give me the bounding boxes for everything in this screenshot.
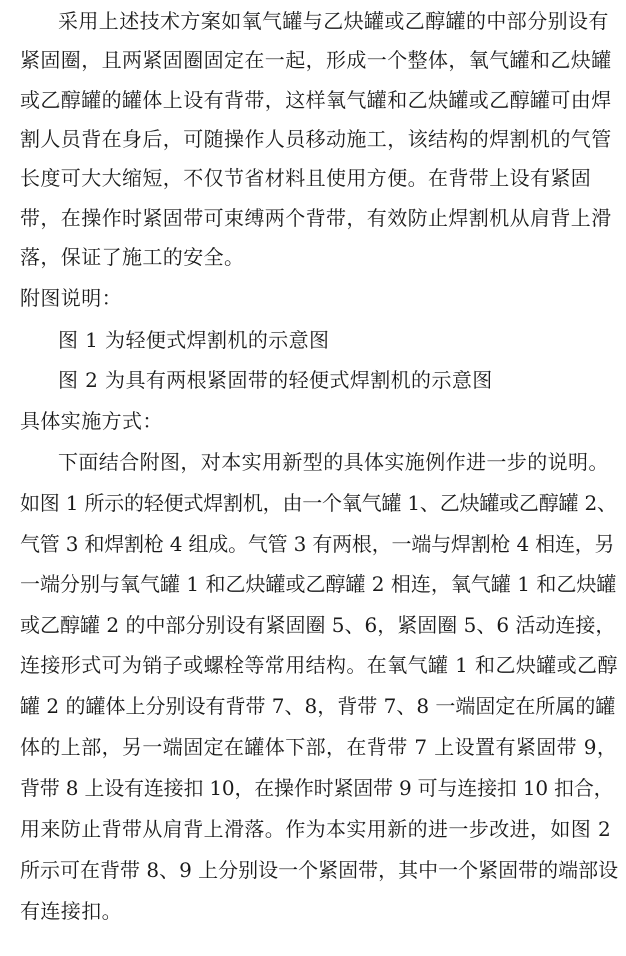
paragraph-1-line-3: 或乙醇罐的罐体上设有背带，这样氧气罐和乙炔罐或乙醇罐可由焊 bbox=[20, 88, 612, 112]
implementation-heading: 具体实施方式： bbox=[20, 409, 163, 433]
paragraph-1-line-6: 带，在操作时紧固带可束缚两个背带，有效防止焊割机从肩背上滑 bbox=[20, 206, 612, 230]
paragraph-1-line-4: 割人员背在身后，可随操作人员移动施工，该结构的焊割机的气管 bbox=[20, 127, 612, 151]
paragraph-2-line-7: 罐 2 的罐体上分别设有背带 7、8，背带 7、8 一端固定在所属的罐 bbox=[20, 694, 616, 718]
paragraph-2-line-8: 体的上部，另一端固定在罐体下部，在背带 7 上设置有紧固带 9， bbox=[20, 735, 618, 759]
paragraph-2-line-4: 一端分别与氧气罐 1 和乙炔罐或乙醇罐 2 相连，氧气罐 1 和乙炔罐 bbox=[20, 572, 617, 596]
figure-2-caption: 图 2 为具有两根紧固带的轻便式焊割机的示意图 bbox=[58, 368, 493, 392]
paragraph-2-line-3: 气管 3 和焊割枪 4 组成。气管 3 有两根，一端与焊割枪 4 相连，另 bbox=[20, 532, 615, 556]
paragraph-1-line-1: 采用上述技术方案如氧气罐与乙炔罐或乙醇罐的中部分别设有 bbox=[58, 9, 609, 33]
paragraph-2-line-5: 或乙醇罐 2 的中部分别设有紧固圈 5、6，紧固圈 5、6 活动连接， bbox=[20, 613, 616, 637]
paragraph-2-line-9: 背带 8 上设有连接扣 10，在操作时紧固带 9 可与连接扣 10 扣合， bbox=[20, 776, 614, 800]
paragraph-2-line-1: 下面结合附图，对本实用新型的具体实施例作进一步的说明。 bbox=[58, 450, 609, 474]
figure-1-caption: 图 1 为轻便式焊割机的示意图 bbox=[58, 328, 330, 352]
paragraph-2-line-12: 有连接扣。 bbox=[20, 899, 122, 923]
figures-heading: 附图说明： bbox=[20, 286, 122, 310]
paragraph-1-line-7: 落，保证了施工的安全。 bbox=[20, 245, 245, 269]
paragraph-2-line-10: 用来防止背带从肩背上滑落。作为本实用新的进一步改进，如图 2 bbox=[20, 817, 612, 841]
paragraph-2-line-11: 所示可在背带 8、9 上分别设一个紧固带，其中一个紧固带的端部设 bbox=[20, 858, 619, 882]
paragraph-2-line-6: 连接形式可为销子或螺栓等常用结构。在氧气罐 1 和乙炔罐或乙醇 bbox=[20, 653, 618, 677]
paragraph-2-line-2: 如图 1 所示的轻便式焊割机，由一个氧气罐 1、乙炔罐或乙醇罐 2、 bbox=[20, 491, 617, 515]
paragraph-1-line-2: 紧固圈，且两紧固圈固定在一起，形成一个整体，氧气罐和乙炔罐 bbox=[20, 48, 612, 72]
paragraph-1-line-5: 长度可大大缩短，不仅节省材料且使用方便。在背带上设有紧固 bbox=[20, 166, 592, 190]
